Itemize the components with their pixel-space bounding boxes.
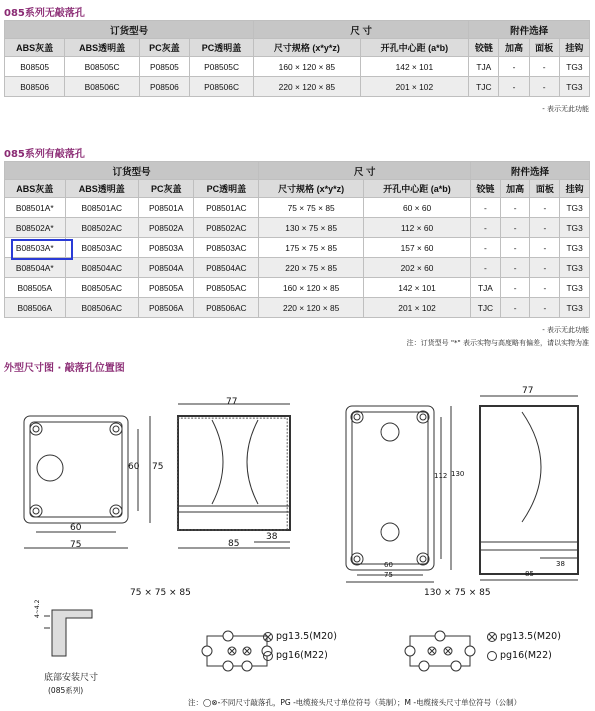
table-cell: - [530, 278, 560, 298]
dim-b-38: 38 [556, 560, 565, 568]
group-header-order: 订货型号 [5, 162, 259, 180]
table-cell: P08506AC [194, 298, 259, 318]
table-cell: - [529, 77, 559, 97]
table-cell: - [530, 298, 560, 318]
table-row [5, 218, 590, 238]
group-header-accessory: 附件选择 [471, 162, 590, 180]
table-cell: - [471, 218, 501, 238]
knockout-schematic-b [405, 631, 475, 671]
table-cell: 175 × 75 × 85 [259, 238, 364, 258]
table-cell: 201 × 102 [360, 77, 469, 97]
table-row [5, 198, 590, 218]
caption-75: 75 × 75 × 85 [130, 588, 191, 598]
dim-b-130: 130 [451, 470, 465, 478]
table-cell: B08505A [5, 278, 66, 298]
table-cell: 60 × 60 [364, 198, 471, 218]
column-header: 面板 [530, 180, 560, 198]
table-cell: TG3 [559, 77, 589, 97]
table-cell: B08501A* [5, 198, 66, 218]
column-header: 开孔中心距 (a*b) [360, 39, 469, 57]
legend-a-pg16: pg16(M22) [276, 650, 328, 661]
table-cell: B08502A* [5, 218, 66, 238]
column-header: 加高 [499, 39, 529, 57]
column-header: 尺寸规格 (x*y*z) [254, 39, 360, 57]
table-cell: TJC [469, 77, 499, 97]
table-cell: 160 × 120 × 85 [254, 57, 360, 77]
section2-title: 085系列有敲落孔 [4, 149, 85, 160]
selection-highlight [11, 239, 73, 260]
table-cell: B08506A [5, 298, 66, 318]
table-cell: 220 × 120 × 85 [259, 298, 364, 318]
column-header: PC透明盖 [189, 39, 253, 57]
column-header: ABS透明盖 [65, 180, 138, 198]
table-cell: B08503AC [65, 238, 138, 258]
table-row [5, 258, 590, 278]
table-cell: P08504AC [194, 258, 259, 278]
column-header: 开孔中心距 (a*b) [364, 180, 471, 198]
table-cell: - [500, 298, 530, 318]
column-header: 挂钩 [559, 39, 589, 57]
table-cell: P08503AC [194, 238, 259, 258]
caption-130: 130 × 75 × 85 [424, 588, 491, 598]
column-header: 面板 [529, 39, 559, 57]
mount-label: 底部安装尺寸 [44, 673, 99, 683]
mount-dim: 4~4.2 [34, 599, 41, 618]
table-cell: 75 × 75 × 85 [259, 198, 364, 218]
section2-note2: 注：订货型号 "*" 表示实物与高度略有偏差，请以实物为准 [406, 339, 589, 347]
table-cell: P08503A [139, 238, 194, 258]
table-cell: 201 × 102 [364, 298, 471, 318]
column-header: 加高 [500, 180, 530, 198]
column-header: PC透明盖 [194, 180, 259, 198]
table-cell: P08502AC [194, 218, 259, 238]
table-cell: TG3 [560, 298, 590, 318]
table-row [5, 278, 590, 298]
group-header-size: 尺 寸 [259, 162, 471, 180]
spec-table-no-knockout [4, 20, 590, 97]
legend-b-pg135: pg13.5(M20) [500, 631, 561, 642]
table-cell: - [500, 258, 530, 278]
box-75-top-view [24, 416, 150, 548]
table-cell: - [471, 258, 501, 278]
table-cell: - [500, 278, 530, 298]
table-cell: 142 × 101 [364, 278, 471, 298]
table-row [5, 57, 590, 77]
table-cell: - [530, 238, 560, 258]
table-cell: P08505 [139, 57, 189, 77]
table-row [5, 77, 590, 97]
table-cell: TJC [471, 298, 501, 318]
dim-a-85: 85 [228, 539, 240, 549]
table-cell: TG3 [560, 198, 590, 218]
table-cell: - [530, 258, 560, 278]
table-cell: B08505 [5, 57, 65, 77]
table-row [5, 298, 590, 318]
table-cell: 142 × 101 [360, 57, 469, 77]
column-header: PC灰盖 [139, 39, 189, 57]
column-header: 铰链 [471, 180, 501, 198]
table-cell: 112 × 60 [364, 218, 471, 238]
column-header: PC灰盖 [139, 180, 194, 198]
column-header: ABS灰盖 [5, 39, 65, 57]
section1-note: - 表示无此功能 [542, 105, 589, 113]
table-cell: TJA [469, 57, 499, 77]
column-header: 铰链 [469, 39, 499, 57]
dim-a-75v: 75 [152, 462, 164, 472]
table-cell: P08504A [139, 258, 194, 278]
dim-b-77: 77 [522, 386, 534, 396]
box-130-side-view [480, 396, 578, 580]
table-cell: TG3 [559, 57, 589, 77]
column-header: ABS透明盖 [65, 39, 140, 57]
legend-b-pg16: pg16(M22) [500, 650, 552, 661]
mounting-detail [44, 610, 92, 656]
drawings-title: 外型尺寸图 · 敲落孔位置图 [4, 363, 125, 374]
dim-a-60h: 60 [70, 523, 82, 533]
table-cell: - [529, 57, 559, 77]
table-cell: - [500, 218, 530, 238]
table-cell: B08504AC [65, 258, 138, 278]
table-cell: - [500, 238, 530, 258]
table-cell: P08502A [139, 218, 194, 238]
table-cell: TJA [471, 278, 501, 298]
table-cell: 220 × 120 × 85 [254, 77, 360, 97]
footnote: 注：◯⊗-不同尺寸敲落孔，PG -电缆接头尺寸单位符号（英制）；M -电缆接头尺寸单位符号（公制） [188, 698, 522, 707]
table-cell: 130 × 75 × 85 [259, 218, 364, 238]
column-header: 尺寸规格 (x*y*z) [259, 180, 364, 198]
mount-sub: (085系列) [48, 686, 84, 695]
table-cell: - [471, 198, 501, 218]
table-cell: P08505C [189, 57, 253, 77]
dim-b-112: 112 [434, 472, 448, 480]
dim-b-75h: 75 [384, 571, 393, 579]
table-cell: B08505C [65, 57, 140, 77]
table-cell: - [499, 57, 529, 77]
dim-a-38: 38 [266, 532, 278, 542]
table-cell: P08506A [139, 298, 194, 318]
table-cell: B08506 [5, 77, 65, 97]
table-cell: - [471, 238, 501, 258]
table-row [5, 238, 590, 258]
table-cell: TG3 [560, 258, 590, 278]
table-cell: P08501A [139, 198, 194, 218]
table-cell: B08503A* [5, 238, 66, 258]
table-cell: P08506 [139, 77, 189, 97]
table-cell: B08504A* [5, 258, 66, 278]
table-cell: - [500, 198, 530, 218]
legend-a-pg135: pg13.5(M20) [276, 631, 337, 642]
table-cell: 220 × 75 × 85 [259, 258, 364, 278]
dim-b-85: 85 [525, 570, 534, 578]
table-cell: 157 × 60 [364, 238, 471, 258]
table-cell: - [530, 218, 560, 238]
table-cell: 202 × 60 [364, 258, 471, 278]
dim-a-60v: 60 [128, 462, 140, 472]
table-cell: 160 × 120 × 85 [259, 278, 364, 298]
table-cell: P08501AC [194, 198, 259, 218]
table-cell: - [530, 198, 560, 218]
section1-title: 085系列无敲落孔 [4, 8, 85, 19]
column-header: 挂钩 [560, 180, 590, 198]
table-cell: B08502AC [65, 218, 138, 238]
group-header-order: 订货型号 [5, 21, 254, 39]
table-cell: TG3 [560, 278, 590, 298]
table-cell: B08501AC [65, 198, 138, 218]
table-cell: - [499, 77, 529, 97]
table-cell: TG3 [560, 238, 590, 258]
table-cell: P08505A [139, 278, 194, 298]
spec-table-knockout [4, 161, 590, 318]
dim-a-75h: 75 [70, 540, 82, 550]
section2-note1: - 表示无此功能 [542, 326, 589, 334]
box-130-top-view [346, 406, 451, 582]
dim-a-77: 77 [226, 397, 238, 407]
table-cell: B08506AC [65, 298, 138, 318]
box-75-side-view [177, 404, 290, 548]
table-cell: P08506C [189, 77, 253, 97]
group-header-size: 尺 寸 [254, 21, 469, 39]
group-header-accessory: 附件选择 [469, 21, 590, 39]
table-cell: TG3 [560, 218, 590, 238]
table-cell: P08505AC [194, 278, 259, 298]
column-header: ABS灰盖 [5, 180, 66, 198]
table-cell: B08505AC [65, 278, 138, 298]
dim-b-60h: 60 [384, 561, 393, 569]
knockout-schematic-a [202, 631, 272, 671]
table-cell: B08506C [65, 77, 140, 97]
